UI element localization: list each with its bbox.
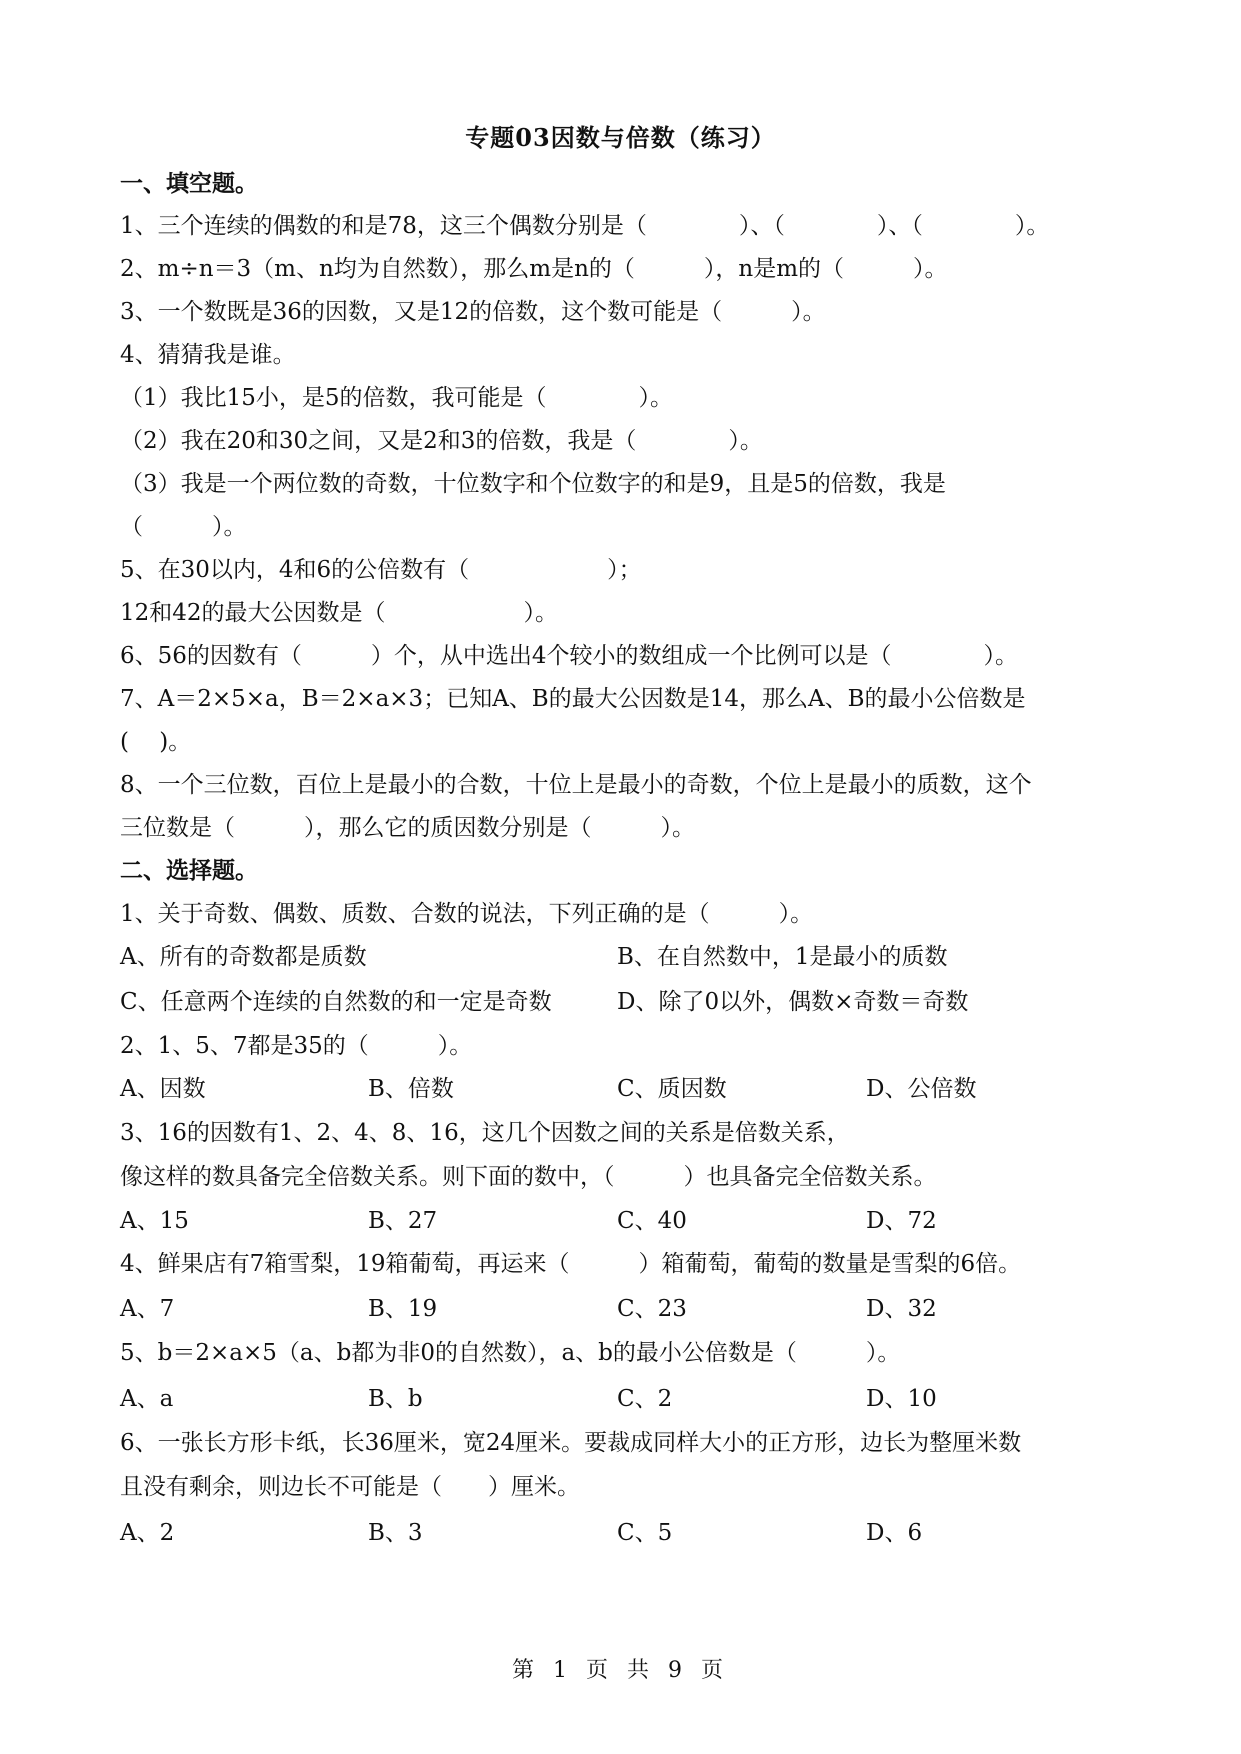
fill-question-4-3-continued: （ ）。 xyxy=(120,514,247,540)
choice-5-option-b: B、b xyxy=(368,1386,423,1412)
choice-2-option-a: A、因数 xyxy=(120,1076,206,1102)
fill-question-5: 5、在30以内，4和6的公倍数有（ ）； xyxy=(120,557,642,583)
choice-question-6-continued: 且没有剩余，则边长不可能是（ ）厘米。 xyxy=(120,1474,580,1500)
choice-3-option-d: D、72 xyxy=(866,1208,937,1234)
fill-question-7: 7、A＝2×5×a，B＝2×a×3；已知A、B的最大公因数是14，那么A、B的最小公倍数是 xyxy=(120,686,1026,712)
page-footer: 第 1 页 共 9 页 xyxy=(512,1658,729,1683)
fill-question-8-continued: 三位数是（ ），那么它的质因数分别是（ ）。 xyxy=(120,815,695,841)
fill-question-6: 6、56的因数有（ ）个，从中选出4个较小的数组成一个比例可以是（ ）。 xyxy=(120,643,1019,669)
choice-question-3-continued: 像这样的数具备完全倍数关系。则下面的数中，（ ）也具备完全倍数关系。 xyxy=(120,1164,937,1190)
choice-question-5: 5、b＝2×a×5（a、b都为非0的自然数），a、b的最小公倍数是（ ）。 xyxy=(120,1340,901,1366)
fill-question-5-continued: 12和42的最大公因数是（ ）。 xyxy=(120,600,559,626)
fill-question-4: 4、猜猜我是谁。 xyxy=(120,342,296,368)
choice-2-option-c: C、质因数 xyxy=(617,1076,727,1102)
choice-6-option-a: A、2 xyxy=(120,1520,175,1546)
choice-1-option-d: D、除了0以外，偶数×奇数＝奇数 xyxy=(617,989,969,1015)
choice-6-option-c: C、5 xyxy=(617,1520,673,1546)
fill-question-4-1: （1）我比15小，是5的倍数，我可能是（ ）。 xyxy=(120,385,674,411)
choice-5-option-d: D、10 xyxy=(866,1386,937,1412)
fill-question-4-2: （2）我在20和30之间，又是2和3的倍数，我是（ ）。 xyxy=(120,428,763,454)
choice-question-1: 1、关于奇数、偶数、质数、合数的说法，下列正确的是（ ）。 xyxy=(120,901,814,927)
choice-4-option-c: C、23 xyxy=(617,1296,687,1322)
choice-1-option-b: B、在自然数中，1是最小的质数 xyxy=(617,944,948,970)
choice-question-6: 6、一张长方形卡纸，长36厘米，宽24厘米。要裁成同样大小的正方形，边长为整厘米数 xyxy=(120,1430,1022,1456)
fill-question-3: 3、一个数既是36的因数，又是12的倍数，这个数可能是（ ）。 xyxy=(120,299,826,325)
fill-question-4-3: （3）我是一个两位数的奇数，十位数字和个位数字的和是9，且是5的倍数，我是 xyxy=(120,471,946,497)
fill-question-7-continued: ( )。 xyxy=(120,729,192,755)
choice-4-option-a: A、7 xyxy=(120,1296,175,1322)
choice-6-option-d: D、6 xyxy=(866,1520,923,1546)
section-heading-choice: 二、选择题。 xyxy=(120,857,258,884)
choice-5-option-c: C、2 xyxy=(617,1386,673,1412)
choice-1-option-a: A、所有的奇数都是质数 xyxy=(120,944,367,970)
choice-2-option-d: D、公倍数 xyxy=(866,1076,977,1102)
choice-6-option-b: B、3 xyxy=(368,1520,423,1546)
fill-question-8: 8、一个三位数，百位上是最小的合数，十位上是最小的奇数，个位上是最小的质数，这个 xyxy=(120,772,1032,798)
choice-3-option-b: B、27 xyxy=(368,1208,438,1234)
choice-5-option-a: A、a xyxy=(120,1386,174,1412)
section-heading-fill-in: 一、填空题。 xyxy=(120,170,258,197)
choice-4-option-b: B、19 xyxy=(368,1296,438,1322)
choice-question-2: 2、1、5、7都是35的（ ）。 xyxy=(120,1033,473,1059)
page-title: 专题03因数与倍数（练习） xyxy=(465,123,776,152)
choice-question-4: 4、鲜果店有7箱雪梨，19箱葡萄，再运来（ ）箱葡萄，葡萄的数量是雪梨的6倍。 xyxy=(120,1251,1022,1277)
choice-2-option-b: B、倍数 xyxy=(368,1076,454,1102)
choice-question-3: 3、16的因数有1、2、4、8、16，这几个因数之间的关系是倍数关系， xyxy=(120,1120,850,1146)
choice-3-option-c: C、40 xyxy=(617,1208,687,1234)
choice-4-option-d: D、32 xyxy=(866,1296,937,1322)
choice-1-option-c: C、任意两个连续的自然数的和一定是奇数 xyxy=(120,989,552,1015)
choice-3-option-a: A、15 xyxy=(120,1208,189,1234)
fill-question-1: 1、三个连续的偶数的和是78，这三个偶数分别是（ ）、（ ）、（ ）。 xyxy=(120,213,1050,239)
fill-question-2: 2、m÷n＝3（m、n均为自然数），那么m是n的（ ），n是m的（ ）。 xyxy=(120,256,948,282)
